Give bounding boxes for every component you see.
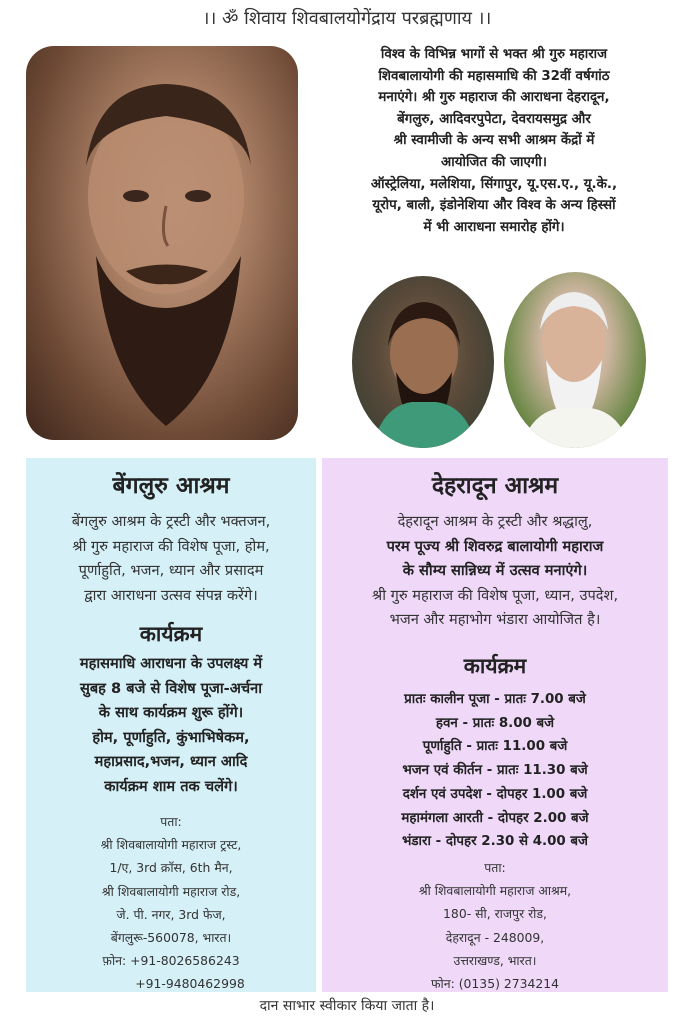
intro-line: मनाएंगे। श्री गुरु महाराज की आराधना देहरादून, bbox=[378, 90, 610, 106]
address-line: श्री शिवबालायोगी महाराज ट्रस्ट, bbox=[100, 837, 242, 853]
dehradun-schedule bbox=[322, 688, 668, 854]
program-line: महासमाधि आराधना के उपलक्ष्य में bbox=[79, 655, 263, 672]
bengaluru-ashram-panel bbox=[26, 458, 316, 992]
intro-announcement bbox=[326, 44, 662, 238]
phone-line: फोन: (0135) 2734214 bbox=[430, 976, 560, 992]
body-line: देहरादून आश्रम के ट्रस्टी और श्रद्धालु, bbox=[397, 513, 593, 530]
body-line: पूर्णाहुति, भजन, ध्यान और प्रसादम bbox=[78, 562, 264, 579]
swamiji-oval-photo bbox=[352, 276, 494, 448]
dehradun-ashram-panel bbox=[322, 458, 668, 992]
body-line: के सौम्य सान्निध्य में उत्सव मनाएंगे। bbox=[402, 562, 588, 579]
address-line: श्री शिवबालायोगी महाराज रोड, bbox=[101, 883, 241, 899]
intro-line: आयोजित की जाएगी। bbox=[441, 154, 547, 170]
program-line: के साथ कार्यक्रम शुरू होंगे। bbox=[98, 704, 244, 721]
dehradun-program-title: कार्यक्रम bbox=[463, 654, 527, 678]
address-line: 180- सी, राजपुर रोड, bbox=[443, 906, 547, 922]
intro-line: विश्व के विभिन्न भागों से भक्त श्री गुरु महाराज bbox=[380, 47, 608, 62]
bengaluru-program-text bbox=[26, 652, 316, 799]
intro-line: में भी आराधना समारोह होंगे। bbox=[423, 219, 565, 235]
address-line: जे. पी. नगर, 3rd फेज, bbox=[116, 906, 226, 922]
schedule-item: भजन एवं कीर्तन - प्रातः 11.30 बजे bbox=[402, 763, 588, 779]
bengaluru-address bbox=[26, 810, 316, 996]
body-line: द्वारा आराधना उत्सव संपन्न करेंगे। bbox=[84, 586, 258, 604]
phone-line: फ़ोन: +91-8026586243 bbox=[102, 953, 240, 969]
bengaluru-program-title: कार्यक्रम bbox=[139, 622, 203, 646]
bengaluru-panel-title: बेंगलुरु आश्रम bbox=[112, 473, 230, 499]
address-line: उत्तराखण्ड, भारत। bbox=[453, 952, 537, 968]
address-line: बेंगलुरू-560078, भारत। bbox=[110, 930, 232, 946]
intro-line: श्री स्वामीजी के अन्य सभी आश्रम केंद्रों में bbox=[393, 133, 595, 149]
bengaluru-panel-body bbox=[26, 510, 316, 608]
address-line: श्री शिवबालायोगी महाराज आश्रम, bbox=[418, 883, 572, 899]
program-line: सुबह 8 बजे से विशेष पूजा-अर्चना bbox=[79, 679, 263, 697]
schedule-item: महामंगला आरती - दोपहर 2.00 बजे bbox=[401, 810, 589, 826]
guru-portrait-photo bbox=[26, 46, 298, 440]
intro-line: बेंगलुरु, आदिवरपुपेटा, देवरायसमुद्र और bbox=[397, 111, 591, 127]
phone-line: +91-9480462998 bbox=[135, 976, 245, 992]
page-header-mantra: ।। ॐ शिवाय शिवबालयोगेंद्राय परब्रह्मणाय ।। bbox=[202, 8, 492, 29]
intro-line: शिवबालायोगी की महासमाधि की 32वीं वर्षगांठ bbox=[378, 68, 610, 84]
body-line: परम पूज्य श्री शिवरुद्र बालायोगी महाराज bbox=[386, 537, 604, 555]
address-label: पता: bbox=[484, 860, 506, 875]
intro-line: ऑस्ट्रेलिया, मलेशिया, सिंगापुर, यू.एस.ए., यू.के., bbox=[370, 176, 618, 192]
schedule-item: प्रातः कालीन पूजा - प्रातः 7.00 बजे bbox=[404, 692, 586, 707]
program-line: होम, पूर्णाहुति, कुंभाभिषेकम, bbox=[92, 728, 250, 746]
donation-footer: दान साभार स्वीकार किया जाता है। bbox=[259, 998, 435, 1014]
program-line: महाप्रसाद,भजन, ध्यान आदि bbox=[94, 753, 248, 770]
intro-line: यूरोप, बाली, इंडोनेशिया और विश्व के अन्य हिस्सों bbox=[372, 198, 616, 214]
dehradun-address bbox=[322, 856, 668, 995]
guru-elder-oval-photo bbox=[504, 272, 646, 448]
address-line: 1/ए, 3rd क्रॉस, 6th मैन, bbox=[109, 860, 233, 876]
schedule-item: हवन - प्रातः 8.00 बजे bbox=[435, 715, 555, 731]
schedule-item: भंडारा - दोपहर 2.30 से 4.00 बजे bbox=[401, 834, 588, 850]
schedule-item: पूर्णाहुति - प्रातः 11.00 बजे bbox=[422, 739, 568, 755]
address-label: पता: bbox=[160, 814, 182, 829]
body-line: श्री गुरु महाराज की विशेष पूजा, ध्यान, उपदेश, bbox=[371, 586, 619, 604]
body-line: भजन और महाभोग भंडारा आयोजित है। bbox=[389, 611, 601, 628]
program-line: कार्यक्रम शाम तक चलेंगे। bbox=[104, 777, 238, 795]
body-line: बेंगलुरु आश्रम के ट्रस्टी और भक्तजन, bbox=[71, 513, 271, 530]
dehradun-panel-title: देहरादून आश्रम bbox=[431, 473, 559, 499]
dehradun-panel-body bbox=[322, 510, 668, 633]
schedule-item: दर्शन एवं उपदेश - दोपहर 1.00 बजे bbox=[402, 786, 588, 802]
body-line: श्री गुरु महाराज की विशेष पूजा, होम, bbox=[72, 537, 270, 555]
address-line: देहरादून - 248009, bbox=[445, 929, 545, 945]
